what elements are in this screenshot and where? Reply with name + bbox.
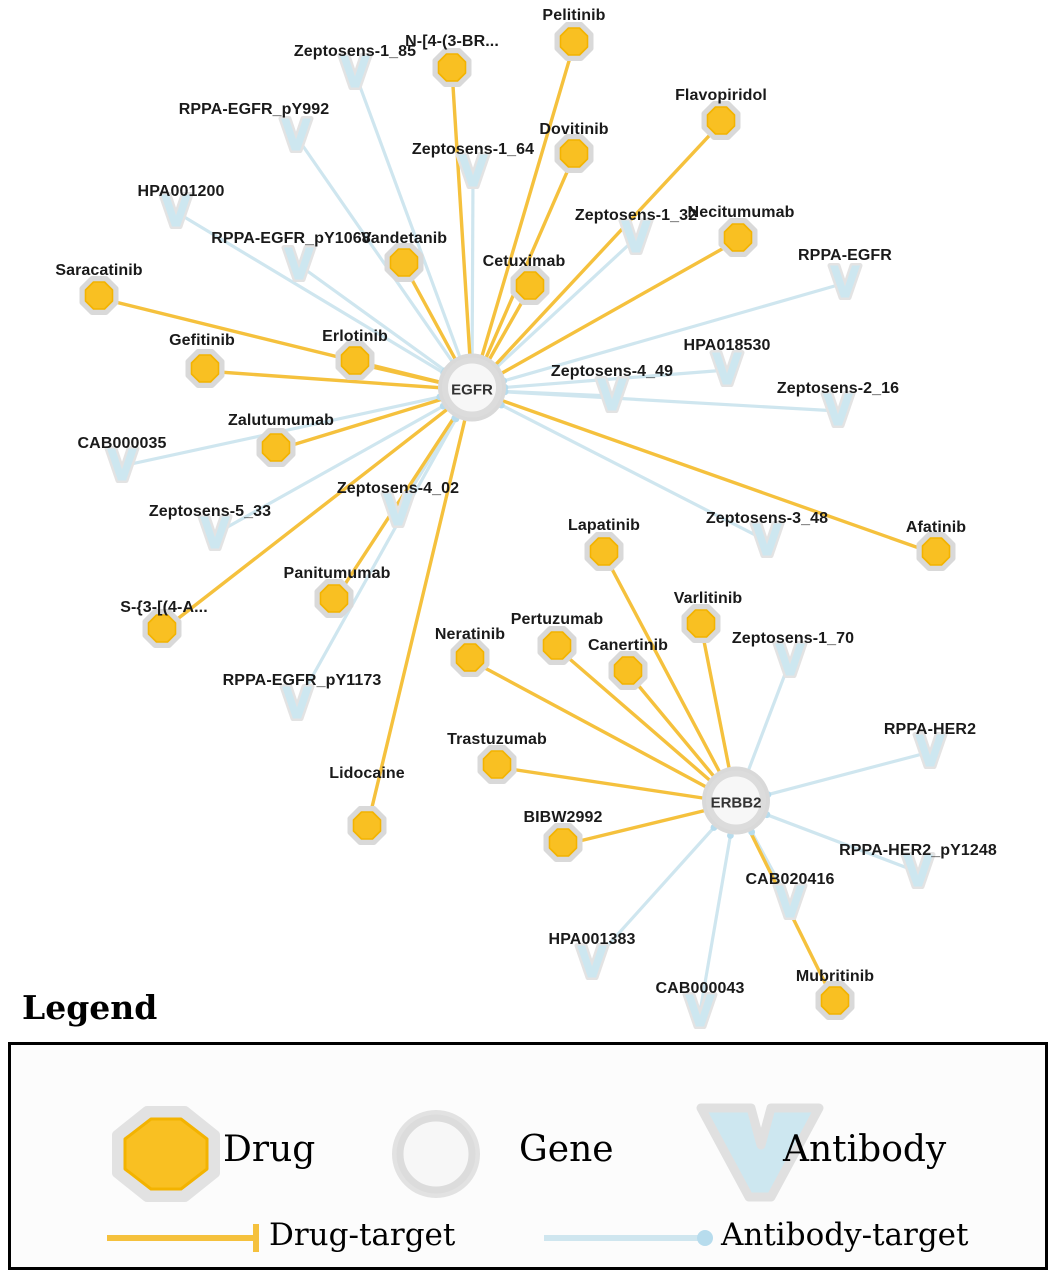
drug-node-label: Erlotinib [322, 328, 388, 345]
drug-node-label: Lapatinib [567, 517, 641, 534]
octagon-icon [335, 341, 375, 381]
legend-box [8, 1042, 1048, 1270]
drug-node[interactable] [815, 981, 855, 1026]
graph-edge [472, 44, 574, 390]
drug-node[interactable] [510, 266, 550, 311]
drug-node-label: Varlitinib [673, 590, 743, 607]
drug-node-label: Afatinib [905, 519, 967, 536]
antibody-node-label: Zeptosens-3_48 [705, 510, 829, 527]
drug-node-label: N-[4-(3-BR... [405, 33, 499, 50]
antibody-node-label: CAB000043 [655, 980, 745, 997]
antibody-node-label: Zeptosens-1_85 [293, 43, 417, 60]
antibody-node-label: Zeptosens-4_02 [336, 480, 460, 497]
antibody-node-label: RPPA-HER2 [883, 721, 977, 738]
octagon-icon [916, 532, 956, 572]
drug-node[interactable] [477, 745, 517, 790]
drug-node-label: Pelitinib [542, 7, 606, 24]
drug-node-label: Saracatinib [55, 262, 143, 279]
drug-node[interactable] [554, 134, 594, 179]
octagon-icon [718, 218, 758, 258]
legend-gene-icon [392, 1110, 480, 1198]
legend-label-antibody-target: Antibody-target [721, 1217, 969, 1253]
octagon-icon [608, 651, 648, 691]
drug-node-label: Cetuximab [482, 253, 566, 270]
drug-node[interactable] [681, 604, 721, 649]
drug-node[interactable] [384, 243, 424, 288]
antibody-node-label: Zeptosens-4_49 [550, 363, 674, 380]
octagon-icon [584, 532, 624, 572]
legend-title: Legend [22, 988, 158, 1027]
gene-node-label: EGFR [451, 381, 493, 399]
drug-node[interactable] [554, 22, 594, 67]
antibody-node[interactable] [824, 259, 866, 308]
legend-label-gene: Gene [519, 1129, 614, 1170]
drug-node-label: BIBW2992 [523, 809, 603, 826]
octagon-icon [477, 745, 517, 785]
octagon-icon [554, 22, 594, 62]
octagon-icon [554, 134, 594, 174]
drug-node[interactable] [718, 218, 758, 263]
antibody-node-label: CAB020416 [745, 871, 835, 888]
legend-label-drug: Drug [223, 1129, 316, 1170]
antibody-node-label: Zeptosens-2_16 [776, 380, 900, 397]
legend-drug-icon [117, 1111, 215, 1197]
drug-node[interactable] [450, 638, 490, 683]
drug-node-label: Vandetanib [360, 230, 448, 247]
octagon-icon [185, 349, 225, 389]
octagon-icon [681, 604, 721, 644]
drug-node-label: Zalutumumab [228, 412, 334, 429]
graph-edge [367, 390, 472, 828]
octagon-icon [347, 806, 387, 846]
octagon-icon [701, 101, 741, 141]
legend-antibody-target-edge [544, 1230, 713, 1246]
drug-node[interactable] [335, 341, 375, 386]
octagon-icon [537, 626, 577, 666]
drug-node-label: Gefitinib [169, 332, 235, 349]
drug-node[interactable] [432, 48, 472, 93]
drug-node[interactable] [256, 428, 296, 473]
antibody-node-label: RPPA-HER2_pY1248 [839, 842, 997, 859]
drug-node-label: Neratinib [434, 626, 506, 643]
octagon-icon [79, 276, 119, 316]
antibody-node-label: Zeptosens-1_32 [574, 207, 698, 224]
drug-node-label: Trastuzumab [447, 731, 547, 748]
drug-node[interactable] [185, 349, 225, 394]
drug-node-label: Canertinib [587, 637, 669, 654]
legend-drug-target-edge [107, 1224, 258, 1252]
drug-node[interactable] [347, 806, 387, 851]
octagon-icon [314, 579, 354, 619]
drug-node-label: Necitumumab [687, 204, 795, 221]
drug-node-label: S-{3-[(4-A... [120, 599, 208, 616]
antibody-node-label: RPPA-EGFR_pY1173 [222, 672, 382, 689]
drug-node[interactable] [701, 101, 741, 146]
octagon-icon [432, 48, 472, 88]
antibody-node-label: RPPA-EGFR [798, 247, 892, 264]
drug-node[interactable] [584, 532, 624, 577]
drug-node[interactable] [537, 626, 577, 671]
drug-node[interactable] [314, 579, 354, 624]
legend-label-drug-target: Drug-target [269, 1217, 456, 1253]
antibody-node-label: Zeptosens-1_70 [731, 630, 855, 647]
antibody-y-icon [824, 259, 866, 303]
drug-node-label: Mubritinib [795, 968, 875, 985]
graph-edge [472, 390, 936, 554]
octagon-icon [543, 823, 583, 863]
antibody-node-label: Zeptosens-5_33 [148, 503, 272, 520]
drug-node[interactable] [543, 823, 583, 868]
octagon-icon [384, 243, 424, 283]
antibody-node-label: RPPA-EGFR_pY992 [178, 101, 330, 118]
drug-node-label: Panitumumab [283, 565, 391, 582]
antibody-node-label: CAB000035 [77, 435, 167, 452]
legend-label-antibody: Antibody [783, 1129, 947, 1170]
antibody-node-label: RPPA-EGFR_pY1068 [211, 230, 371, 247]
antibody-node-label: Zeptosens-1_64 [411, 141, 535, 158]
drug-node[interactable] [916, 532, 956, 577]
drug-node[interactable] [608, 651, 648, 696]
octagon-icon [510, 266, 550, 306]
drug-node[interactable] [79, 276, 119, 321]
antibody-node-label: HPA018530 [683, 337, 771, 354]
gene-node-label: ERBB2 [710, 794, 762, 812]
octagon-icon [256, 428, 296, 468]
antibody-node-label: HPA001200 [137, 183, 225, 200]
drug-node-label: Flavopiridol [675, 87, 767, 104]
drug-node-label: Pertuzumab [510, 611, 604, 628]
octagon-icon [815, 981, 855, 1021]
drug-node-label: Dovitinib [539, 121, 609, 138]
drug-node-label: Lidocaine [329, 765, 405, 782]
antibody-node-label: HPA001383 [548, 931, 636, 948]
